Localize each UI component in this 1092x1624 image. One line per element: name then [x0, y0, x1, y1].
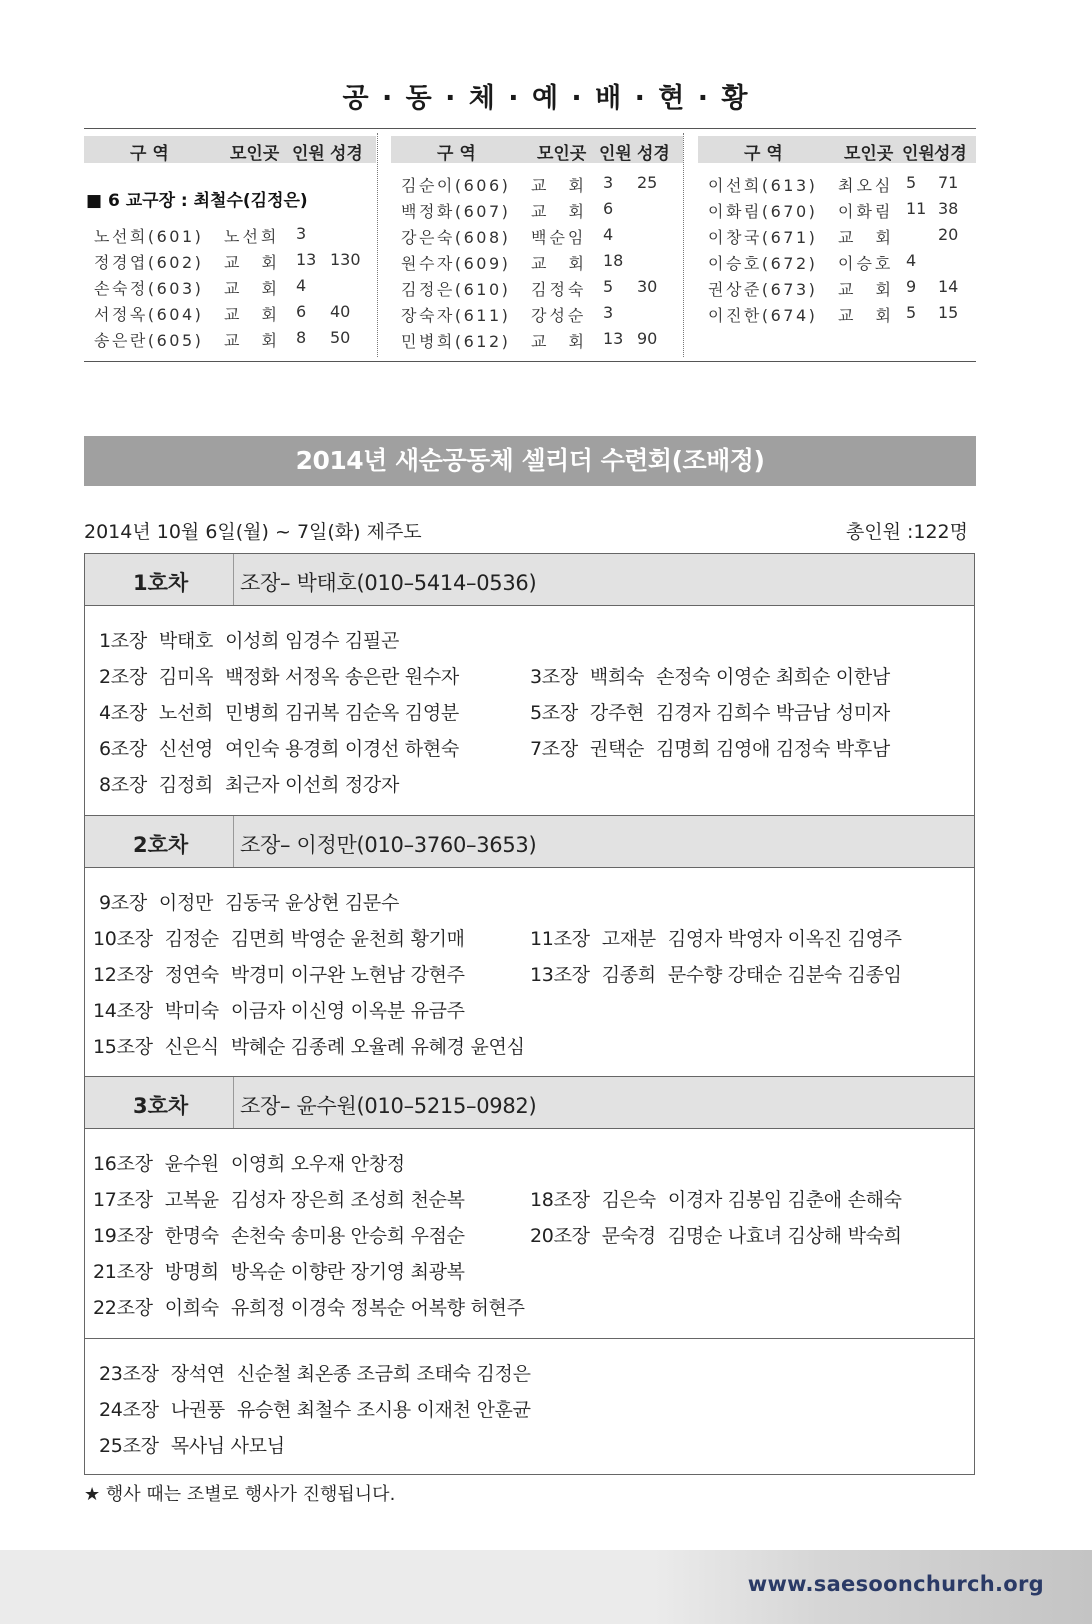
group-members: 이금자 이신영 이옥분 유금주 — [230, 1000, 465, 1022]
worship-row — [698, 303, 976, 327]
row-name: 이화림(670) — [708, 202, 818, 221]
row-name: 이선희(613) — [708, 176, 818, 195]
row-bible: 38 — [938, 199, 959, 218]
group-members: 이성희 임경수 김필곤 — [225, 630, 400, 652]
worship-row — [84, 302, 376, 326]
row-name: 이진한(674) — [708, 306, 818, 325]
worship-row — [84, 276, 376, 300]
worship-column-1 — [84, 129, 376, 361]
group-leader: 문숙경 — [601, 1225, 656, 1247]
group-entry — [530, 960, 902, 987]
group-leader: 박미숙 — [164, 1000, 219, 1022]
group-members: 유희정 이경숙 정복순 어복향 허현주 — [230, 1297, 525, 1319]
group-members: 신순철 최온종 조금희 조태숙 김정은 — [236, 1363, 531, 1385]
group-leader: 정연숙 — [164, 964, 219, 986]
group-leader: 신은식 — [164, 1036, 219, 1058]
row-count: 5 — [603, 277, 614, 296]
header-divider — [233, 816, 234, 867]
row-name: 권상준(673) — [708, 280, 818, 299]
group-leader: 강주현 — [589, 702, 645, 724]
group-entry — [93, 1032, 525, 1059]
row-count: 4 — [906, 251, 917, 270]
vehicle-groups — [85, 868, 974, 1077]
group-number: 17조장 — [93, 1189, 153, 1211]
group-members: 손정숙 이영순 최희순 이한남 — [656, 666, 890, 688]
group-members: 김경자 김희수 박금남 성미자 — [656, 702, 890, 724]
extra-groups — [85, 1339, 974, 1474]
row-name: 김순이(606) — [401, 176, 511, 195]
group-entry — [530, 1221, 902, 1248]
group-leader: 이희숙 — [164, 1297, 219, 1319]
group-leader: 김은숙 — [601, 1189, 656, 1211]
worship-row — [391, 199, 683, 223]
row-count: 8 — [296, 328, 307, 347]
group-members: 김성자 장은희 조성희 천순복 — [230, 1189, 465, 1211]
row-bible: 71 — [938, 173, 959, 192]
group-number: 8조장 — [99, 774, 147, 796]
row-name: 정경엽(602) — [94, 253, 204, 272]
row-bible: 130 — [330, 250, 361, 269]
row-place: 교 회 — [531, 254, 587, 273]
group-members: 김명순 나효녀 김상해 박숙희 — [667, 1225, 902, 1247]
row-count: 6 — [296, 302, 307, 321]
row-name: 이승호(672) — [708, 254, 818, 273]
group-members: 문수향 강태순 김분숙 김종임 — [667, 964, 902, 986]
row-place: 백순임 — [531, 228, 587, 247]
group-entry — [530, 924, 902, 951]
header-count: 인원 — [902, 144, 935, 164]
row-place: 교 회 — [838, 280, 894, 299]
group-members: 민병희 김귀복 김순옥 김영분 — [225, 702, 459, 724]
header-place: 모인곳 — [537, 144, 587, 164]
row-place: 교 회 — [838, 228, 894, 247]
footer-bar — [0, 1550, 1092, 1624]
row-bible: 50 — [330, 328, 351, 347]
column-header — [84, 136, 376, 163]
row-bible: 15 — [938, 303, 959, 322]
group-members: 이경자 김봉임 김춘애 손해숙 — [667, 1189, 902, 1211]
group-entry — [93, 1221, 465, 1248]
row-count: 3 — [603, 303, 614, 322]
group-number: 7조장 — [530, 738, 578, 760]
group-members: 여인숙 용경희 이경선 하현숙 — [225, 738, 459, 760]
worship-row — [84, 250, 376, 274]
retreat-group-table — [84, 553, 975, 1475]
group-leader: 나권풍 — [170, 1399, 225, 1421]
page-title: 공 · 동 · 체 · 예 · 배 · 현 · 황 — [342, 83, 750, 114]
vehicle-header — [85, 816, 974, 868]
worship-row — [391, 303, 683, 327]
row-name: 백정화(607) — [401, 202, 511, 221]
vehicle-name: 1호차 — [133, 571, 189, 595]
column-divider — [683, 133, 684, 357]
group-members: 유승현 최철수 조시용 이재천 안훈균 — [236, 1399, 531, 1421]
row-place: 교 회 — [531, 176, 587, 195]
worship-column-2 — [391, 129, 683, 361]
row-bible: 30 — [637, 277, 658, 296]
group-entry — [530, 662, 890, 689]
group-leader: 박태호 — [158, 630, 214, 652]
group-number: 5조장 — [530, 702, 578, 724]
row-count: 13 — [296, 250, 317, 269]
group-entry — [530, 698, 890, 725]
group-entry — [93, 996, 465, 1023]
group-members: 최근자 이선희 정강자 — [225, 774, 400, 796]
group-entry — [99, 626, 399, 653]
column-header — [698, 136, 976, 163]
group-number: 21조장 — [93, 1261, 153, 1283]
row-bible: 40 — [330, 302, 351, 321]
row-place: 강성순 — [531, 306, 587, 325]
group-members: 김면희 박영순 윤천희 황기매 — [230, 928, 465, 950]
row-count: 4 — [296, 276, 307, 295]
row-place: 김정숙 — [531, 280, 587, 299]
group-entry — [99, 662, 459, 689]
row-bible: 90 — [637, 329, 658, 348]
group-entry — [99, 888, 399, 915]
row-name: 손숙정(603) — [94, 279, 204, 298]
group-number: 15조장 — [93, 1036, 153, 1058]
row-count: 13 — [603, 329, 624, 348]
column-header — [391, 136, 683, 163]
worship-row — [698, 225, 976, 249]
row-count: 9 — [906, 277, 917, 296]
retreat-total: 총인원 :122명 — [845, 521, 968, 543]
group-leader: 한명숙 — [164, 1225, 219, 1247]
header-place: 모인곳 — [844, 144, 894, 164]
group-members: 방옥순 이향란 장기영 최광복 — [230, 1261, 465, 1283]
row-name: 장숙자(611) — [401, 306, 511, 325]
worship-row — [391, 225, 683, 249]
worship-row — [391, 277, 683, 301]
group-number: 18조장 — [530, 1189, 590, 1211]
group-number: 4조장 — [99, 702, 147, 724]
header-divider — [233, 1077, 234, 1128]
group-entry — [530, 734, 890, 761]
worship-row — [391, 251, 683, 275]
worship-row — [84, 224, 376, 248]
group-number: 19조장 — [93, 1225, 153, 1247]
group-entry — [99, 770, 399, 797]
group-leader: 고재분 — [601, 928, 656, 950]
group-number: 11조장 — [530, 928, 590, 950]
group-leader: 신선영 — [158, 738, 214, 760]
vehicle-groups — [85, 1129, 974, 1339]
row-name: 이창국(671) — [708, 228, 818, 247]
row-count: 5 — [906, 173, 917, 192]
worship-column-3 — [698, 129, 976, 361]
group-number: 2조장 — [99, 666, 147, 688]
row-count: 11 — [906, 199, 927, 218]
header-bible: 성경 — [934, 144, 967, 164]
header-bible: 성경 — [330, 144, 363, 164]
header-count: 인원 — [599, 144, 632, 164]
row-count: 4 — [603, 225, 614, 244]
group-entry — [93, 960, 465, 987]
church-website-link[interactable]: www.saesoonchurch.org — [747, 1572, 1044, 1596]
worship-row — [84, 328, 376, 352]
group-members: 이영희 오우재 안창정 — [230, 1153, 405, 1175]
vehicle-groups — [85, 606, 974, 816]
group-leader: 이정만 — [158, 892, 214, 914]
worship-row — [698, 251, 976, 275]
vehicle-header — [85, 554, 974, 606]
group-entry — [93, 924, 465, 951]
group-entry — [99, 1359, 531, 1386]
group-leader: 김종희 — [601, 964, 656, 986]
group-number: 14조장 — [93, 1000, 153, 1022]
header-count: 인원 — [292, 144, 325, 164]
group-entry — [99, 1431, 297, 1458]
vehicle-header — [85, 1077, 974, 1129]
vehicle-name: 3호차 — [133, 1094, 189, 1118]
row-count: 6 — [603, 199, 614, 218]
group-entry — [99, 1395, 531, 1422]
worship-row — [698, 199, 976, 223]
row-place: 노선희 — [224, 227, 280, 246]
header-area: 구 역 — [130, 144, 169, 164]
row-place: 이승호 — [838, 254, 894, 273]
group-number: 13조장 — [530, 964, 590, 986]
group-leader: 장석연 — [170, 1363, 225, 1385]
group-number: 20조장 — [530, 1225, 590, 1247]
header-place: 모인곳 — [230, 144, 280, 164]
group-leader: 노선희 — [158, 702, 214, 724]
row-name: 민병희(612) — [401, 332, 511, 351]
row-count: 18 — [603, 251, 624, 270]
group-members: 김명희 김영애 김정숙 박후남 — [656, 738, 890, 760]
group-leader: 김정희 — [158, 774, 214, 796]
vehicle-leader: 조장– 박태호(010–5414–0536) — [240, 571, 537, 595]
group-leader: 고복윤 — [164, 1189, 219, 1211]
event-note: ★ 행사 때는 조별로 행사가 진행됩니다. — [84, 1484, 396, 1505]
header-area: 구 역 — [744, 144, 783, 164]
row-bible: 25 — [637, 173, 658, 192]
row-name: 서정옥(604) — [94, 305, 204, 324]
worship-status-table — [84, 128, 976, 362]
column-divider — [377, 133, 378, 357]
row-place: 교 회 — [224, 331, 280, 350]
row-place: 교 회 — [224, 253, 280, 272]
group-number: 10조장 — [93, 928, 153, 950]
group-entry — [99, 734, 459, 761]
retreat-banner: 2014년 새순공동체 셀리더 수련회(조배정) — [84, 436, 976, 486]
row-place: 교 회 — [224, 305, 280, 324]
group-members: 박혜순 김종례 오율례 유혜경 윤연심 — [230, 1036, 525, 1058]
group-number: 1조장 — [99, 630, 147, 652]
group-members: 김영자 박영자 이옥진 김영주 — [667, 928, 902, 950]
row-bible: 20 — [938, 225, 959, 244]
group-leader: 윤수원 — [164, 1153, 219, 1175]
group-number: 12조장 — [93, 964, 153, 986]
vehicle-leader: 조장– 이정만(010–3760–3653) — [240, 833, 537, 857]
worship-row — [698, 173, 976, 197]
group-entry — [93, 1293, 525, 1320]
row-count: 5 — [906, 303, 917, 322]
group-number: 23조장 — [99, 1363, 159, 1385]
row-place: 교 회 — [224, 279, 280, 298]
worship-row — [391, 173, 683, 197]
row-count: 3 — [603, 173, 614, 192]
row-name: 노선희(601) — [94, 227, 204, 246]
row-place: 교 회 — [531, 332, 587, 351]
group-number: 16조장 — [93, 1153, 153, 1175]
group-number: 3조장 — [530, 666, 578, 688]
row-count: 3 — [296, 224, 307, 243]
row-name: 원수자(609) — [401, 254, 511, 273]
group-number: 24조장 — [99, 1399, 159, 1421]
row-bible: 14 — [938, 277, 959, 296]
worship-row — [391, 329, 683, 353]
header-area: 구 역 — [437, 144, 476, 164]
vehicle-leader: 조장– 윤수원(010–5215–0982) — [240, 1094, 537, 1118]
group-leader: 권택순 — [589, 738, 645, 760]
worship-row — [698, 277, 976, 301]
header-bible: 성경 — [637, 144, 670, 164]
group-number: 22조장 — [93, 1297, 153, 1319]
group-number: 6조장 — [99, 738, 147, 760]
group-members: 박경미 이구완 노현남 강현주 — [230, 964, 465, 986]
header-divider — [233, 554, 234, 605]
vehicle-name: 2호차 — [133, 833, 189, 857]
row-place: 교 회 — [531, 202, 587, 221]
group-number: 25조장 — [99, 1435, 159, 1457]
group-entry — [93, 1257, 465, 1284]
group-members: 백정화 서정옥 송은란 원수자 — [225, 666, 459, 688]
row-place: 이화림 — [838, 202, 894, 221]
group-entry — [99, 698, 459, 725]
group-leader: 방명희 — [164, 1261, 219, 1283]
group-number: 9조장 — [99, 892, 147, 914]
group-leader: 김정순 — [164, 928, 219, 950]
group-leader: 목사님 사모님 — [170, 1435, 285, 1457]
group-members: 김동국 윤상현 김문수 — [225, 892, 400, 914]
row-place: 최오심 — [838, 176, 894, 195]
row-place: 교 회 — [838, 306, 894, 325]
group-entry — [530, 1185, 902, 1212]
row-name: 김정은(610) — [401, 280, 511, 299]
district-leader: ■ 6 교구장 : 최철수(김정은) — [86, 191, 308, 211]
group-leader: 백희숙 — [589, 666, 645, 688]
group-members: 손천숙 송미용 안승희 우점순 — [230, 1225, 465, 1247]
group-entry — [93, 1185, 465, 1212]
row-name: 강은숙(608) — [401, 228, 511, 247]
retreat-date: 2014년 10월 6일(월) ~ 7일(화) 제주도 — [84, 521, 422, 543]
group-entry — [93, 1149, 405, 1176]
row-name: 송은란(605) — [94, 331, 204, 350]
group-leader: 김미옥 — [158, 666, 214, 688]
